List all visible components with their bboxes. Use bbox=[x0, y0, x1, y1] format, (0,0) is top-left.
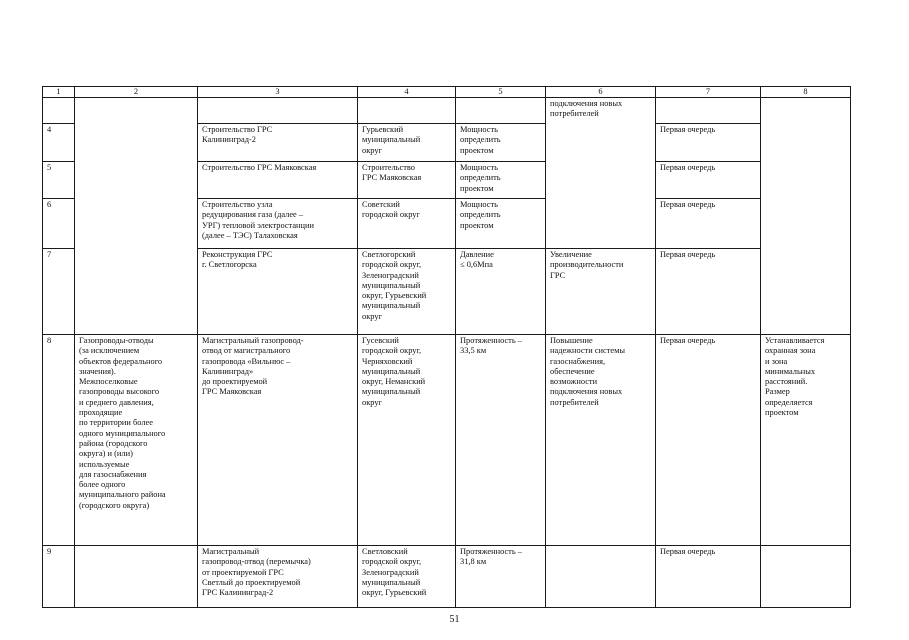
row-number-cell bbox=[43, 98, 75, 124]
description-cell: Магистральный газопровод-отвод (перемычка) от проектируемой ГРС Светлый до проектируемой ГРС Калининград-2 bbox=[198, 546, 358, 608]
row-number-cell: 9 bbox=[43, 546, 75, 608]
location-cell: Светловский городской округ, Зеленоградский муниципальный округ, Гурьевский bbox=[358, 546, 456, 608]
characteristics-cell: Протяженность – 31,8 км bbox=[456, 546, 546, 608]
purpose-cell: Увеличение производительности ГРС bbox=[546, 249, 656, 335]
purpose-cell: Повышение надежности системы газоснабжения, обеспечение возможности подключения новых потребителей bbox=[546, 335, 656, 546]
stage-cell: Первая очередь bbox=[656, 124, 761, 162]
location-cell: Гусевский городской округ, Черняховский муниципальный округ, Неманский муниципальный округ bbox=[358, 335, 456, 546]
zone-cell: Устанавливается охранная зона и зона минимальных расстояний. Размер определяется проектом bbox=[761, 335, 851, 546]
column-number: 5 bbox=[456, 87, 546, 98]
column-number: 3 bbox=[198, 87, 358, 98]
stage-cell: Первая очередь bbox=[656, 162, 761, 199]
description-cell: Реконструкция ГРС г. Светлогорска bbox=[198, 249, 358, 335]
page-number: 51 bbox=[449, 614, 460, 625]
stage-cell: Первая очередь bbox=[656, 335, 761, 546]
characteristics-cell: Давление ≤ 0,6Мпа bbox=[456, 249, 546, 335]
zone-cell bbox=[761, 546, 851, 608]
registry-table bbox=[42, 86, 851, 608]
table-row bbox=[43, 546, 851, 608]
zone-cell bbox=[761, 98, 851, 335]
column-number: 2 bbox=[75, 87, 198, 98]
location-cell bbox=[358, 98, 456, 124]
location-cell: Гурьевский муниципальный округ bbox=[358, 124, 456, 162]
purpose-cell bbox=[546, 546, 656, 608]
object-type-cell: Газопроводы-отводы (за исключением объектов федерального значения). Межпоселковые газопроводы высокого и среднего давления, проходящие по территории более одного муниципального района (городского округа) и (или) используемые для газоснабжения более одного муниципального района (городского округа) bbox=[75, 335, 198, 546]
description-cell bbox=[198, 98, 358, 124]
characteristics-cell: Протяженность – 33,5 км bbox=[456, 335, 546, 546]
stage-cell: Первая очередь bbox=[656, 546, 761, 608]
description-cell: Строительство ГРС Калининград-2 bbox=[198, 124, 358, 162]
row-number-cell: 5 bbox=[43, 162, 75, 199]
characteristics-cell bbox=[456, 98, 546, 124]
column-number: 7 bbox=[656, 87, 761, 98]
description-cell: Магистральный газопровод- отвод от магистрального газопровода «Вильнюс – Калининград» до проектируемой ГРС Маяковская bbox=[198, 335, 358, 546]
column-number: 6 bbox=[546, 87, 656, 98]
characteristics-cell: Мощность определить проектом bbox=[456, 124, 546, 162]
object-type-cell bbox=[75, 546, 198, 608]
stage-cell: Первая очередь bbox=[656, 199, 761, 249]
characteristics-cell: Мощность определить проектом bbox=[456, 162, 546, 199]
column-number-row bbox=[43, 87, 851, 98]
row-number-cell: 6 bbox=[43, 199, 75, 249]
location-cell: Светлогорский городской округ, Зеленоградский муниципальный округ, Гурьевский муниципальный округ bbox=[358, 249, 456, 335]
column-number: 1 bbox=[43, 87, 75, 98]
location-cell: Строительство ГРС Маяковская bbox=[358, 162, 456, 199]
characteristics-cell: Мощность определить проектом bbox=[456, 199, 546, 249]
table-row bbox=[43, 335, 851, 546]
row-number-cell: 4 bbox=[43, 124, 75, 162]
row-number-cell: 7 bbox=[43, 249, 75, 335]
object-type-cell bbox=[75, 98, 198, 335]
purpose-cell: подключения новых потребителей bbox=[546, 98, 656, 249]
row-number-cell: 8 bbox=[43, 335, 75, 546]
location-cell: Советский городской округ bbox=[358, 199, 456, 249]
description-cell: Строительство узла редуцирования газа (далее – УРГ) тепловой электростанции (далее – ТЭС) Талаховская bbox=[198, 199, 358, 249]
description-cell: Строительство ГРС Маяковская bbox=[198, 162, 358, 199]
column-number: 4 bbox=[358, 87, 456, 98]
stage-cell: Первая очередь bbox=[656, 249, 761, 335]
stage-cell bbox=[656, 98, 761, 124]
column-number: 8 bbox=[761, 87, 851, 98]
table-row bbox=[43, 98, 851, 124]
